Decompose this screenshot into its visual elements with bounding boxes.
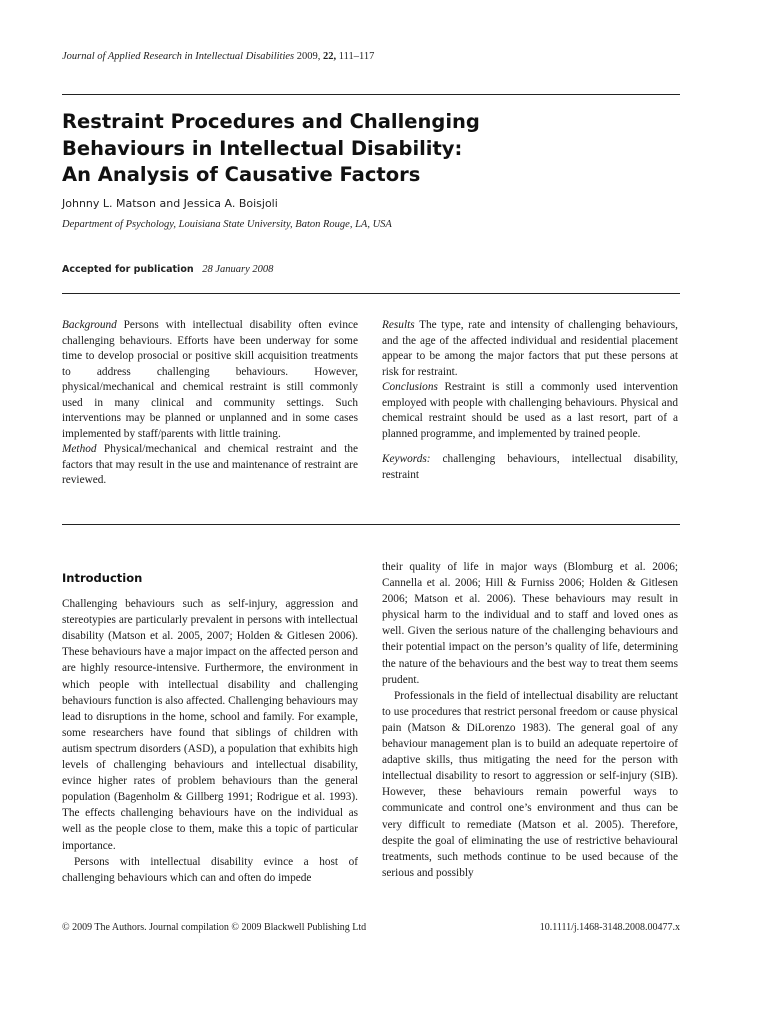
article-title	[62, 109, 682, 189]
abstract-right-column	[382, 318, 678, 483]
title-line: Restraint Procedures and Challenging	[62, 110, 480, 133]
body-right-column	[382, 559, 678, 881]
results-label: Results	[382, 319, 415, 331]
accepted-date: 28 January 2008	[202, 264, 274, 275]
journal-name: Journal of Applied Research in Intellectual Disabilities	[62, 51, 295, 62]
keywords-label: Keywords:	[382, 453, 431, 465]
authors: Johnny L. Matson and Jessica A. Boisjoli	[62, 197, 278, 210]
conclusions-label: Conclusions	[382, 381, 438, 393]
accepted-line	[62, 264, 273, 275]
journal-pages: 111–117	[338, 51, 375, 62]
footer-doi: 10.1111/j.1468-3148.2008.00477.x	[539, 922, 680, 933]
body-paragraph: their quality of life in major ways (Blomburg et al. 2006; Cannella et al. 2006; Hill & Furniss 2006; Holden & Gitlesen 2006; Matson et al. 2006). These behaviours may result in physical harm to the individual and to staff and loved ones as well. Given the serious nature of the challenging behaviours and their potential impact on the person’s quality of life, determining the nature of the behaviours and the best way to treat them seems prudent.	[382, 561, 678, 686]
abstract-background	[62, 318, 358, 442]
background-text: Persons with intellectual disability often evince challenging behaviours. Efforts have been underway for some time to develop prosocial or positive skill acquisition treatments to address challenging behaviours. However, physical/mechanical and chemical restraint is still commonly used in many clinical and community settings. Such interventions may be planned or unplanned and in some cases implemented by staff/parents with little training.	[62, 319, 358, 440]
header-rule	[62, 94, 680, 95]
method-text: Physical/mechanical and chemical restraint and the factors that may result in the use and maintenance of restraint are reviewed.	[62, 443, 358, 486]
footer-copyright: © 2009 The Authors. Journal compilation © 2009 Blackwell Publishing Ltd	[62, 922, 367, 933]
abstract-top-rule	[62, 293, 680, 294]
abstract-conclusions	[382, 380, 678, 442]
abstract-method	[62, 442, 358, 489]
journal-citation	[62, 51, 374, 62]
journal-year: 2009,	[296, 51, 321, 62]
body-paragraph: Persons with intellectual disability evince a host of challenging behaviours which can and often do impede	[62, 855, 358, 884]
method-label: Method	[62, 443, 97, 455]
background-label: Background	[62, 319, 117, 331]
affiliation: Department of Psychology, Louisiana State University, Baton Rouge, LA, USA	[62, 219, 392, 230]
title-line: An Analysis of Causative Factors	[62, 163, 421, 186]
journal-volume: 22,	[323, 51, 337, 62]
title-line: Behaviours in Intellectual Disability:	[62, 136, 463, 160]
keywords-text: challenging behaviours, intellectual disability, restraint	[382, 453, 678, 481]
keywords	[382, 452, 678, 483]
abstract-bottom-rule	[62, 524, 680, 525]
conclusions-text: Restraint is still a commonly used intervention employed with people with challenging behaviours. Physical and chemical restraint should be used as a last resort, part of a planned programme, and implemented by trained people.	[382, 381, 678, 440]
body-left-column	[62, 559, 358, 886]
results-text: The type, rate and intensity of challenging behaviours, and the age of the affected individual and residential placement appear to be among the major factors that put these persons at risk for restraint.	[382, 319, 678, 378]
body-paragraph: Challenging behaviours such as self-injury, aggression and stereotypies are particularly prevalent in persons with intellectual disability (Matson et al. 2005, 2007; Holden & Gitlesen 2006). These behaviours have a major impact on the affected person and are highly resource-intensive. Furthermore, the environment in which people with intellectual disability and challenging behaviours function is also affected. Challenging behaviours may lead to disruptions in the home, school and family. For example, some researchers have found that siblings of children with autism spectrum disorders (ASD), a population that exhibits high levels of challenging behaviours and intellectual disability, evince higher rates of problem behaviours than the general population (Bagenholm & Gillberg 1991; Rodrigue et al. 1993). The effects challenging behaviours have on the individual as well as the people close to them, make this a topic of particular importance.	[62, 598, 358, 852]
accepted-label: Accepted for publication	[62, 264, 194, 275]
abstract-results	[382, 318, 678, 380]
section-heading-introduction: Introduction	[62, 571, 143, 585]
abstract-left-column	[62, 318, 358, 489]
body-paragraph: Professionals in the field of intellectual disability are reluctant to use procedures that restrict personal freedom or cause physical pain (Matson & DiLorenzo 1983). The general goal of any behaviour management plan is to build an adequate repertoire of adaptive skills, thus mitigating the need for the person with intellectual disability to resort to aggression or self-injury (SIB). However, these behaviours remain powerful ways to communicate and control one’s environment and thus can be very difficult to remediate (Matson et al. 2005). Therefore, despite the goal of eliminating the use of restrictive behavioural treatments, such methods continue to be used because of the serious and possibly	[382, 689, 678, 879]
